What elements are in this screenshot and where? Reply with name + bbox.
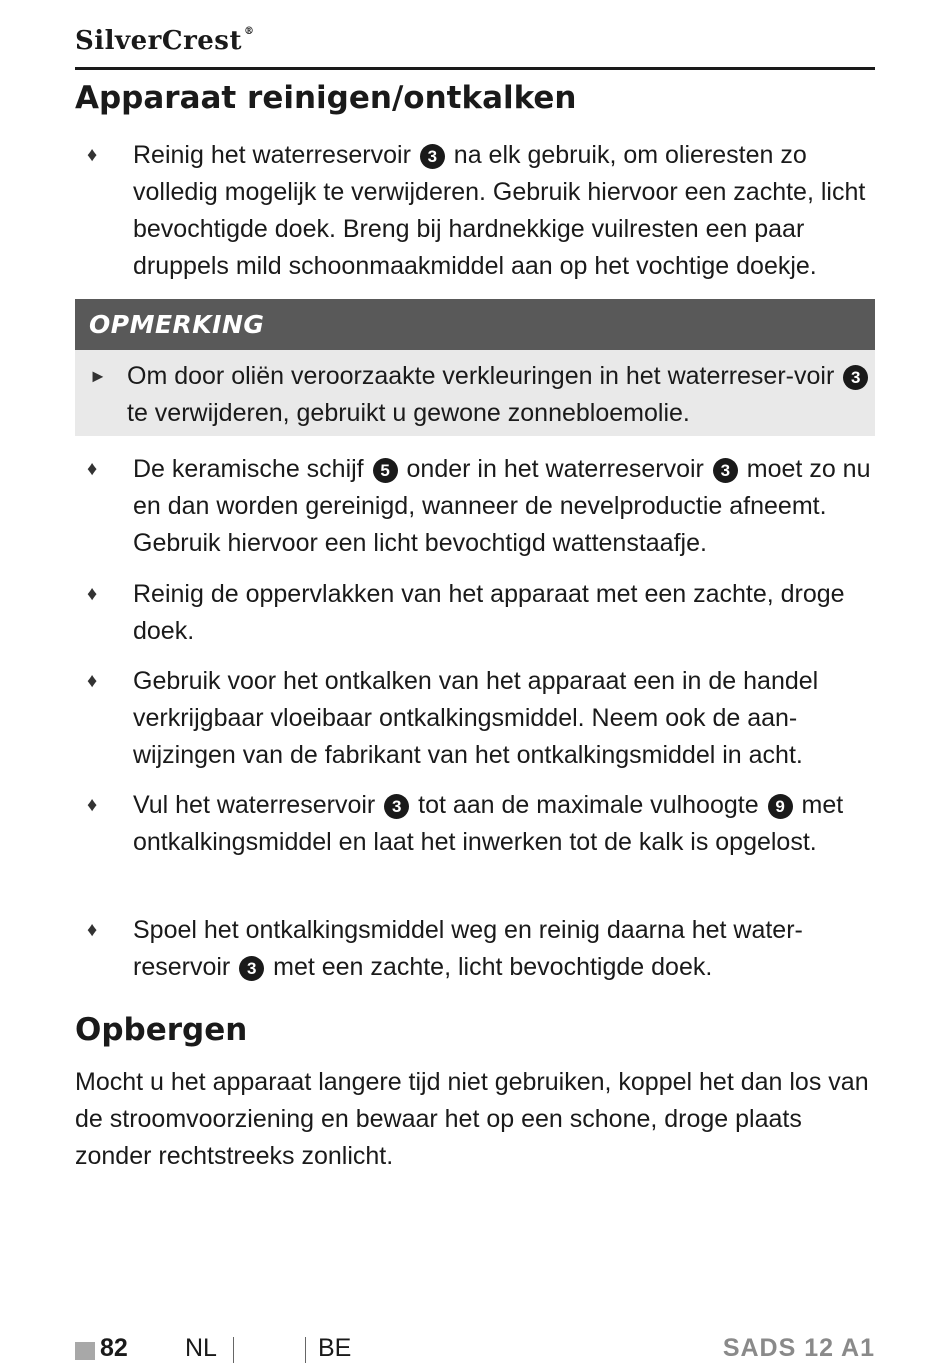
diamond-bullet-icon: ♦ <box>87 670 98 692</box>
part-number-badge: 3 <box>713 458 738 483</box>
diamond-bullet-icon: ♦ <box>87 919 98 941</box>
footer-language-nl: NL <box>185 1334 217 1362</box>
part-number-badge: 3 <box>843 365 868 390</box>
header-rule <box>75 67 875 70</box>
page-footer <box>75 1334 875 1368</box>
list-item-text: Vul het waterreservoir 3 tot aan de maximale vulhoogte 9 met ontkalkingsmiddel en laat het inwerken tot de kalk is opgelost. <box>133 791 844 856</box>
diamond-bullet-icon: ♦ <box>87 794 98 816</box>
list-item <box>75 137 875 285</box>
section-title-storage: Opbergen <box>75 1012 248 1048</box>
diamond-bullet-icon: ♦ <box>87 458 98 480</box>
footer-divider <box>305 1337 306 1363</box>
part-number-badge: 5 <box>373 458 398 483</box>
model-number: SADS 12 A1 <box>722 1334 875 1362</box>
list-item <box>75 663 875 774</box>
footer-divider <box>233 1337 234 1363</box>
list-item <box>75 787 875 861</box>
part-number-badge: 9 <box>768 794 793 819</box>
list-item <box>75 576 875 650</box>
diamond-bullet-icon: ♦ <box>87 583 98 605</box>
note-body <box>75 350 875 432</box>
page-number: 82 <box>100 1334 128 1362</box>
page-marker-square <box>75 1342 95 1360</box>
triangle-arrow-icon: ► <box>89 366 107 386</box>
list-item <box>75 451 875 562</box>
list-item-text: Reinig het waterreservoir 3 na elk gebruik, om olieresten zo volledig mogelijk te verwijderen. Gebruik hiervoor een zachte, licht bevochtigde doek. Breng bij hardnekkige vuilresten een paar druppels mild schoonmaakmiddel aan op het vochtige doekje. <box>133 141 866 280</box>
storage-paragraph: Mocht u het apparaat langere tijd niet gebruiken, koppel het dan los van de stroomvoorziening en bewaar het op een schone, droge plaats zonder rechtstreeks zonlicht. <box>75 1068 869 1170</box>
diamond-bullet-icon: ♦ <box>87 144 98 166</box>
note-box <box>75 299 875 436</box>
brand-logo: SilverCrest ® <box>75 26 255 56</box>
list-item-text: Gebruik voor het ontkalken van het apparaat een in de handel verkrijgbaar vloeibaar ontkalkingsmiddel. Neem ook de aan-wijzingen van de fabrikant van het ontkalkingsmiddel in acht. <box>133 667 819 769</box>
note-heading: OPMERKING <box>75 299 875 350</box>
list-item-text: Spoel het ontkalkingsmiddel weg en reinig daarna het water-reservoir 3 met een zachte, licht bevochtigde doek. <box>133 916 803 981</box>
footer-language-be: BE <box>318 1334 352 1362</box>
note-text: Om door oliën veroorzaakte verkleuringen in het waterreser-voir 3 te verwijderen, gebruikt u gewone zonnebloemolie. <box>127 358 875 432</box>
part-number-badge: 3 <box>239 956 264 981</box>
part-number-badge: 3 <box>420 144 445 169</box>
list-item-text: De keramische schijf 5 onder in het waterreservoir 3 moet zo nu en dan worden gereinigd, wanneer de nevelproductie afneemt. Gebruik hiervoor een licht bevochtigd wattenstaafje. <box>133 455 871 557</box>
list-item-text: Reinig de oppervlakken van het apparaat met een zachte, droge doek. <box>133 580 845 645</box>
part-number-badge: 3 <box>384 794 409 819</box>
section-title-cleaning: Apparaat reinigen/ontkalken <box>75 80 577 116</box>
list-item <box>75 912 875 986</box>
